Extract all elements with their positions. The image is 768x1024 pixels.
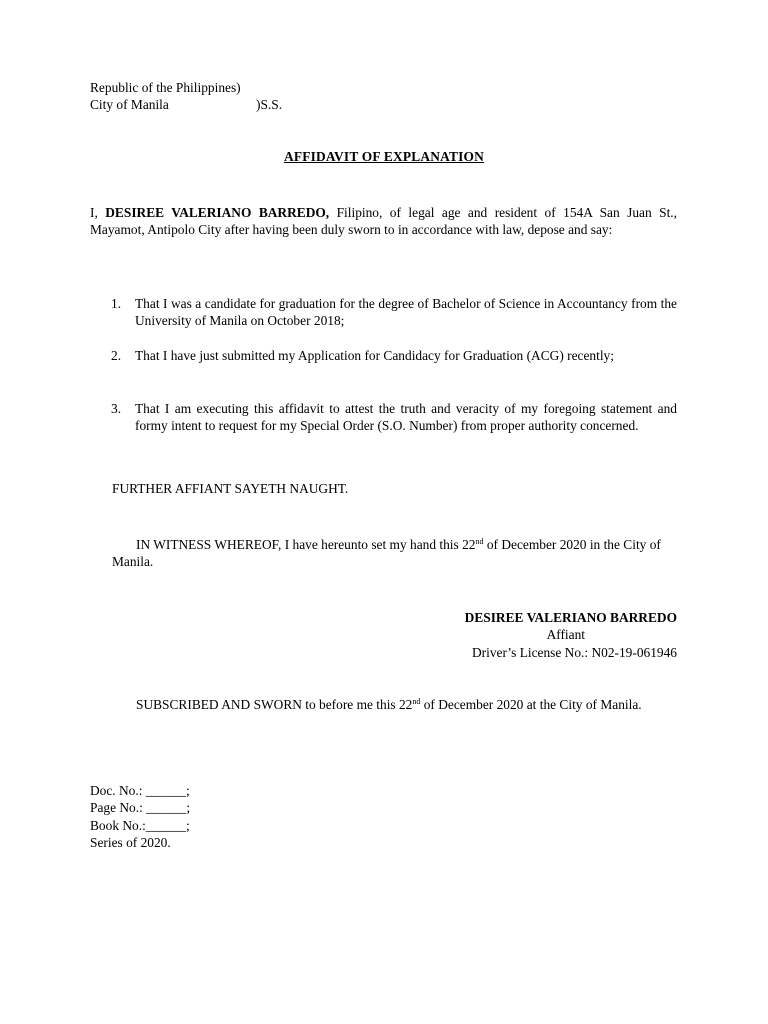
- venue-city-line: [90, 96, 390, 113]
- intro-text: Filipino, of legal age and resident of 154A San Juan St., Mayamot, Antipolo City after having been duly sworn to in accordance with law, depose and say:: [90, 205, 678, 238]
- witness-paragraph: [112, 536, 677, 571]
- witness-text-before: IN WITNESS WHEREOF, I have hereunto set my hand this 22: [136, 537, 476, 552]
- notary-doc-no: Doc. No.: ______;: [90, 783, 190, 798]
- list-item-number: 2.: [111, 348, 122, 363]
- notary-page-no: Page No.: ______;: [90, 800, 191, 816]
- list-item-number: 3.: [111, 401, 122, 416]
- sworn-text-before: SUBSCRIBED AND SWORN to before me this 22: [136, 697, 413, 712]
- notary-register: [90, 782, 190, 852]
- list-item: [90, 400, 677, 435]
- affiant-name-inline: DESIREE VALERIANO BARREDO,: [105, 205, 330, 220]
- intro-paragraph: [90, 204, 677, 239]
- sworn-text-after: of December 2020 at the City of Manila.: [420, 697, 642, 712]
- drivers-license: Driver’s License No.: N02-19-061946: [471, 644, 677, 660]
- affiant-role: Affiant: [546, 627, 585, 643]
- signature-block: [380, 609, 677, 661]
- affiant-name: DESIREE VALERIANO BARREDO: [464, 610, 677, 625]
- notary-series: Series of 2020.: [90, 835, 171, 851]
- witness-ordinal: nd: [475, 537, 484, 546]
- notary-book-no: Book No.:______;: [90, 817, 190, 833]
- intro-prefix: I,: [90, 205, 106, 220]
- list-item-text: That I was a candidate for graduation for the degree of Bachelor of Science in Accountancy from the University of Manila on October 2018;: [135, 296, 677, 329]
- further-affiant-statement: FURTHER AFFIANT SAYETH NAUGHT.: [112, 481, 349, 496]
- list-item: [90, 295, 677, 330]
- document-title: AFFIDAVIT OF EXPLANATION: [284, 149, 484, 164]
- venue-republic: Republic of the Philippines): [90, 80, 241, 95]
- list-item: [90, 347, 677, 364]
- venue-block: [90, 79, 390, 114]
- sworn-ordinal: nd: [412, 697, 421, 706]
- venue-ss: )S.S.: [256, 97, 283, 113]
- list-item-number: 1.: [111, 296, 122, 311]
- list-item-text: That I am executing this affidavit to attest the truth and veracity of my foregoing statement and formy intent to request for my Special Order (S.O. Number) from proper authority concerned.: [135, 401, 677, 434]
- venue-city: City of Manila: [90, 97, 169, 113]
- witness-text-after: of December 2020 in the City of Manila.: [112, 537, 661, 570]
- list-item-text: That I have just submitted my Application for Candidacy for Graduation (ACG) recently;: [135, 348, 614, 363]
- sworn-paragraph: [90, 696, 677, 713]
